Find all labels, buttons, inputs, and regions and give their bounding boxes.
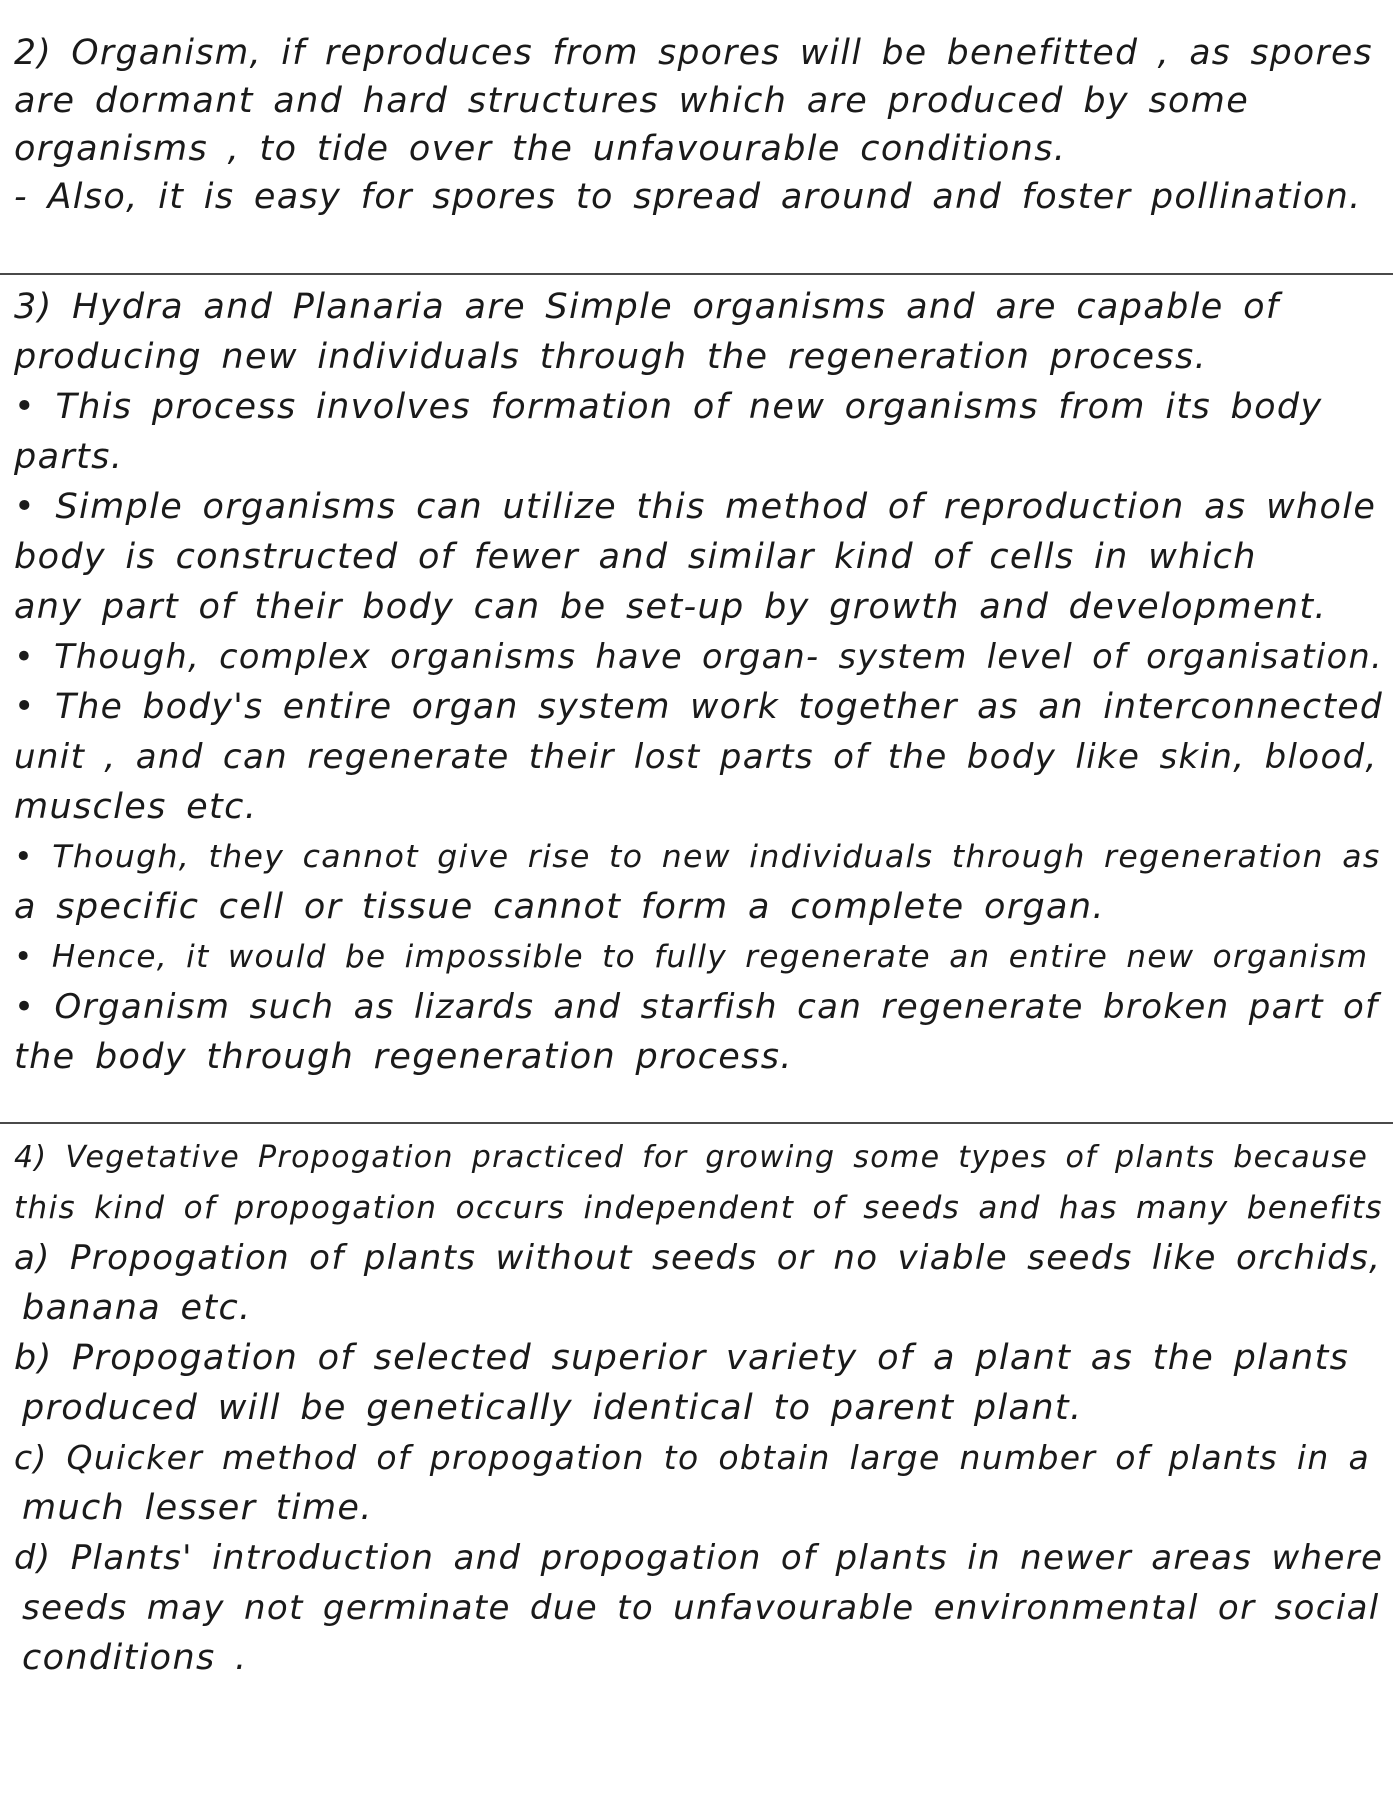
answer-3-line: • The body's entire organ system work together as an interconnected xyxy=(14,687,1384,727)
answer-3-line: body is constructed of fewer and similar kind of cells in which xyxy=(14,537,1257,577)
section-divider xyxy=(0,273,1393,275)
answer-4-line: a) Propogation of plants without seeds or no viable seeds like orchids, xyxy=(14,1238,1382,1278)
answer-3-line: • Though, they cannot give rise to new individuals through regeneration as xyxy=(14,839,1381,875)
answer-4-line: this kind of propogation occurs independent of seeds and has many benefits xyxy=(14,1190,1383,1226)
answer-3-line: any part of their body can be set-up by growth and development. xyxy=(14,587,1327,627)
answer-4-line: much lesser time. xyxy=(22,1488,373,1528)
answer-4-line: seeds may not germinate due to unfavourable environmental or social xyxy=(22,1588,1380,1628)
answer-4-line: banana etc. xyxy=(22,1288,252,1328)
answer-3-line: parts. xyxy=(14,437,124,477)
answer-3-line: • Though, complex organisms have organ- system level of organisation. xyxy=(14,637,1384,676)
answer-3-line: the body through regeneration process. xyxy=(14,1037,793,1077)
answer-4-line: d) Plants' introduction and propogation of plants in newer areas where xyxy=(14,1538,1384,1578)
answer-4-line: conditions . xyxy=(22,1638,248,1678)
answer-3-line: a specific cell or tissue cannot form a complete organ. xyxy=(14,887,1105,927)
answer-3-line: unit , and can regenerate their lost parts of the body like skin, blood, xyxy=(14,737,1378,777)
answer-4-line: 4) Vegetative Propogation practiced for growing some types of plants because xyxy=(14,1140,1369,1175)
answer-4-line: b) Propogation of selected superior variety of a plant as the plants xyxy=(14,1338,1350,1378)
answer-2-line: - Also, it is easy for spores to spread around and foster pollination. xyxy=(14,177,1362,217)
answer-2-line: organisms , to tide over the unfavourable conditions. xyxy=(14,129,1067,169)
answer-4-line: produced will be genetically identical to parent plant. xyxy=(22,1388,1083,1428)
answer-3-line: 3) Hydra and Planaria are Simple organisms and are capable of xyxy=(14,287,1280,327)
answer-3-line: producing new individuals through the regeneration process. xyxy=(14,337,1208,377)
answer-3-line: • This process involves formation of new organisms from its body xyxy=(14,387,1323,427)
answer-3-line: • Simple organisms can utilize this method of reproduction as whole xyxy=(14,487,1377,527)
answer-2-line: are dormant and hard structures which are produced by some xyxy=(14,81,1250,121)
answer-3-line: muscles etc. xyxy=(14,787,258,827)
answer-3-line: • Organism such as lizards and starfish can regenerate broken part of xyxy=(14,987,1379,1027)
section-divider xyxy=(0,1122,1393,1124)
answer-2-line: 2) Organism, if reproduces from spores will be benefitted , as spores xyxy=(14,33,1373,73)
answer-4-line: c) Quicker method of propogation to obtain large number of plants in a xyxy=(14,1438,1371,1477)
answer-3-line: • Hence, it would be impossible to fully regenerate an entire new organism xyxy=(14,939,1369,975)
